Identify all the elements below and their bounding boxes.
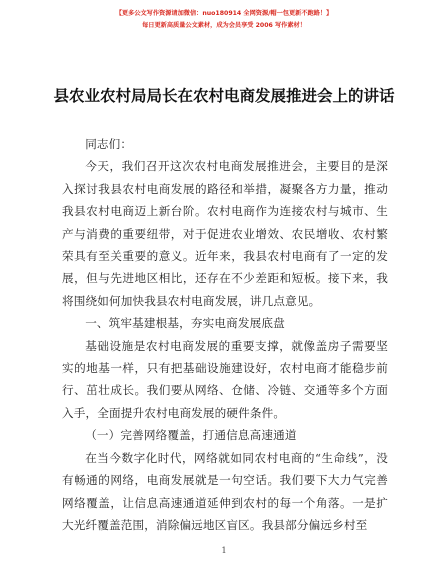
section-heading-1: 一、筑牢基建根基，夯实电商发展底盘 [85, 316, 285, 331]
page-number: 1 [221, 546, 227, 555]
document-title: 县农业农村局局长在农村电商发展推进会上的讲话 [53, 87, 395, 105]
paragraph-intro: 今天，我们召开这次农村电商发展推进会，主要目的是深入探讨我县农村电商发展的路径和举措，凝聚各方力量，推动我县农村电商迈上新台阶。农村电商作为连接农村与城市、生产与消费的重要纽带，对于促进农业增效、农民增收、农村繁荣具有至关重要的意义。近年来，我县农村电商有了一定的发展，但与先进地区相比，还存在不少差距和短板。接下来，我将围绕如何加快我县农村电商发展，讲几点意见。 [62, 159, 388, 308]
document-body [62, 133, 388, 536]
banner-line-1: 【更多公文写作资源请加微信：nuo180914 全网资源/帽一包更新不跑路！】 [115, 10, 333, 17]
paragraph-network: 在当今数字化时代，网络就如同农村电商的“生命线”，没有畅通的网络，电商发展就是一句空话。我们要下大力气完善网络覆盖，让信息高速通道延伸到农村的每一个角落。一是扩大光纤覆盖范围，消除偏远地区盲区。我县部分偏远乡村至 [62, 450, 388, 532]
paragraph-infrastructure: 基础设施是农村电商发展的重要支撑，就像盖房子需要坚实的地基一样，只有把基础设施建设好，农村电商才能稳步前行、茁壮成长。我们要从网络、仓储、冷链、交通等多个方面入手，全面提升农村电商发展的硬件条件。 [62, 338, 388, 420]
banner-line-2: 每日更新高质量公文素材，成为会员享受 2006 写作素材！ [142, 22, 306, 29]
salutation: 同志们： [85, 137, 133, 151]
subsection-heading-1: （一）完善网络覆盖，打通信息高速通道 [85, 428, 297, 443]
promo-banner [0, 8, 448, 32]
